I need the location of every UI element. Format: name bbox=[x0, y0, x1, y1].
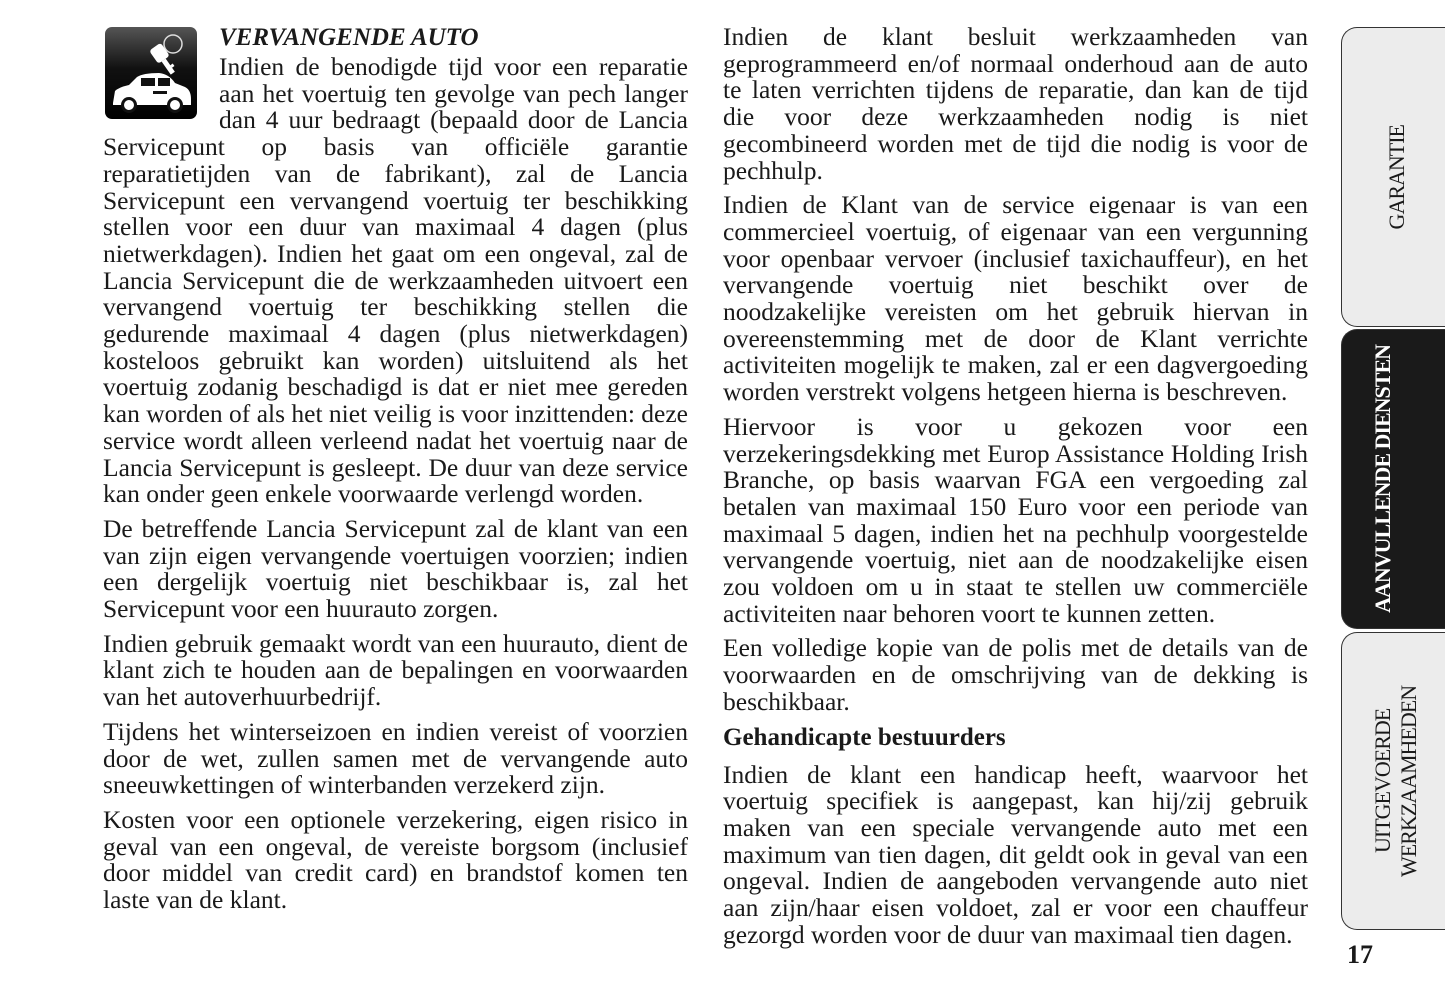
paragraph: Indien gebruik gemaakt wordt van een huurauto, dient de klant zich te houden aan de bepalingen en voorwaarden van het autoverhuurbedrijf. bbox=[103, 628, 688, 712]
paragraph: De betreffende Lancia Servicepunt zal de klant van een van zijn eigen vervangende voertuigen voorzien; indien een dergelijk voertuig niet beschikbaar is, zal het Servicepunt voor een huurauto zorgen. bbox=[103, 513, 688, 624]
tab-label: GARANTIE bbox=[1384, 124, 1409, 230]
paragraph: Tijdens het winterseizoen en indien vereist of voorzien door de wet, zullen samen met de vervangende auto sneeuwkettingen of winterbanden verzekerd zijn. bbox=[103, 716, 688, 800]
paragraph: Hiervoor is voor u gekozen voor een verzekeringsdekking met Europ Assistance Holding Irish Branche, op basis waarvan FGA een vergoeding zal betalen van maximaal 150 Euro voor een periode van maximaal 5 dagen, indien het na pechhulp voorgestelde vervangende voertuig, niet aan de noodzakelijke eisen zou voldoen om u in staat te stellen uw commerciële activiteiten naar behoren voort te kunnen zetten. bbox=[723, 411, 1308, 628]
car-key-icon bbox=[105, 27, 197, 119]
page-number: 17 bbox=[1347, 940, 1373, 969]
paragraph: Een volledige kopie van de polis met de details van de voorwaarden en de omschrijving van de dekking is beschikbaar. bbox=[723, 633, 1308, 716]
tab-label: UITGEVOERDE WERKZAAMHEDEN bbox=[1370, 685, 1421, 877]
tab-uitgevoerde-werkzaamheden[interactable] bbox=[1341, 632, 1445, 930]
subheading: Gehandicapte bestuurders bbox=[723, 723, 1006, 751]
tab-garantie[interactable] bbox=[1341, 27, 1445, 327]
tab-label: AANVULLENDE DIENSTEN bbox=[1370, 345, 1395, 613]
left-column bbox=[103, 24, 688, 922]
paragraph: Indien de klant besluit werkzaamheden van geprogrammeerd en/of normaal onderhoud aan de auto te laten verrichten tijdens de reparatie, dan kan de tijd die voor deze werkzaamheden nodig is niet gecombineerd worden met de tijd die nodig is voor de pechhulp. bbox=[723, 22, 1308, 185]
tab-aanvullende-diensten[interactable] bbox=[1341, 329, 1445, 629]
right-column bbox=[723, 24, 1308, 957]
paragraph: Indien de klant een handicap heeft, waarvoor het voertuig specifiek is aangepast, kan hij/zij gebruik maken van een speciale vervangende auto met een maximum van tien dagen, dit geldt ook in geval van een ongeval. Indien de aangeboden vervangende auto niet aan zijn/haar eisen voldoet, zal er voor een chauffeur gezorgd worden voor de duur van maximaal tien dagen. bbox=[723, 759, 1308, 949]
paragraph: Indien de Klant van de service eigenaar is van een commercieel voertuig, of eigenaar van een vergunning voor openbaar vervoer (inclusief taxichauffeur), en het vervangende voertuig niet beschikt over de noodzakelijke vereisten om het gebruik hiervan in overeenstemming met de door de Klant verrichte activiteiten mogelijk te maken, zal er een dagvergoeding worden verstrekt volgens hetgeen hierna is beschreven. bbox=[723, 190, 1308, 407]
section-heading: VERVANGENDE AUTO bbox=[219, 24, 479, 51]
paragraph: Indien de benodigde tijd voor een reparatie aan het voertuig ten gevolge van pech langer dan 4 uur bedraagt (bepaald door de Lancia Servicepunt op basis van officiële garantie reparatietijden van de fabrikant), zal de Lancia Servicepunt een vervangend voertuig ter beschikking stellen voor een duur van maximaal 4 dagen (plus nietwerkdagen). Indien het gaat om een ongeval, zal de Lancia Servicepunt die de werkzaamheden uitvoert een vervangend voertuig ter beschikking stellen die gedurende maximaal 4 dagen (plus nietwerkdagen) kosteloos gebruikt kan worden) uitsluitend als het voertuig zodanig beschadigd is dat er niet mee gereden kan worden of als het niet veilig is voor inzittenden: deze service wordt alleen verleend nadat het voertuig naar de Lancia Servicepunt is gesleept. De duur van deze service kan onder geen enkele voorwaarde verlengd worden. bbox=[103, 52, 688, 509]
paragraph: Kosten voor een optionele verzekering, eigen risico in geval van een ongeval, de vereiste borgsom (inclusief door middel van credit card) en brandstof komen ten laste van de klant. bbox=[103, 804, 688, 915]
